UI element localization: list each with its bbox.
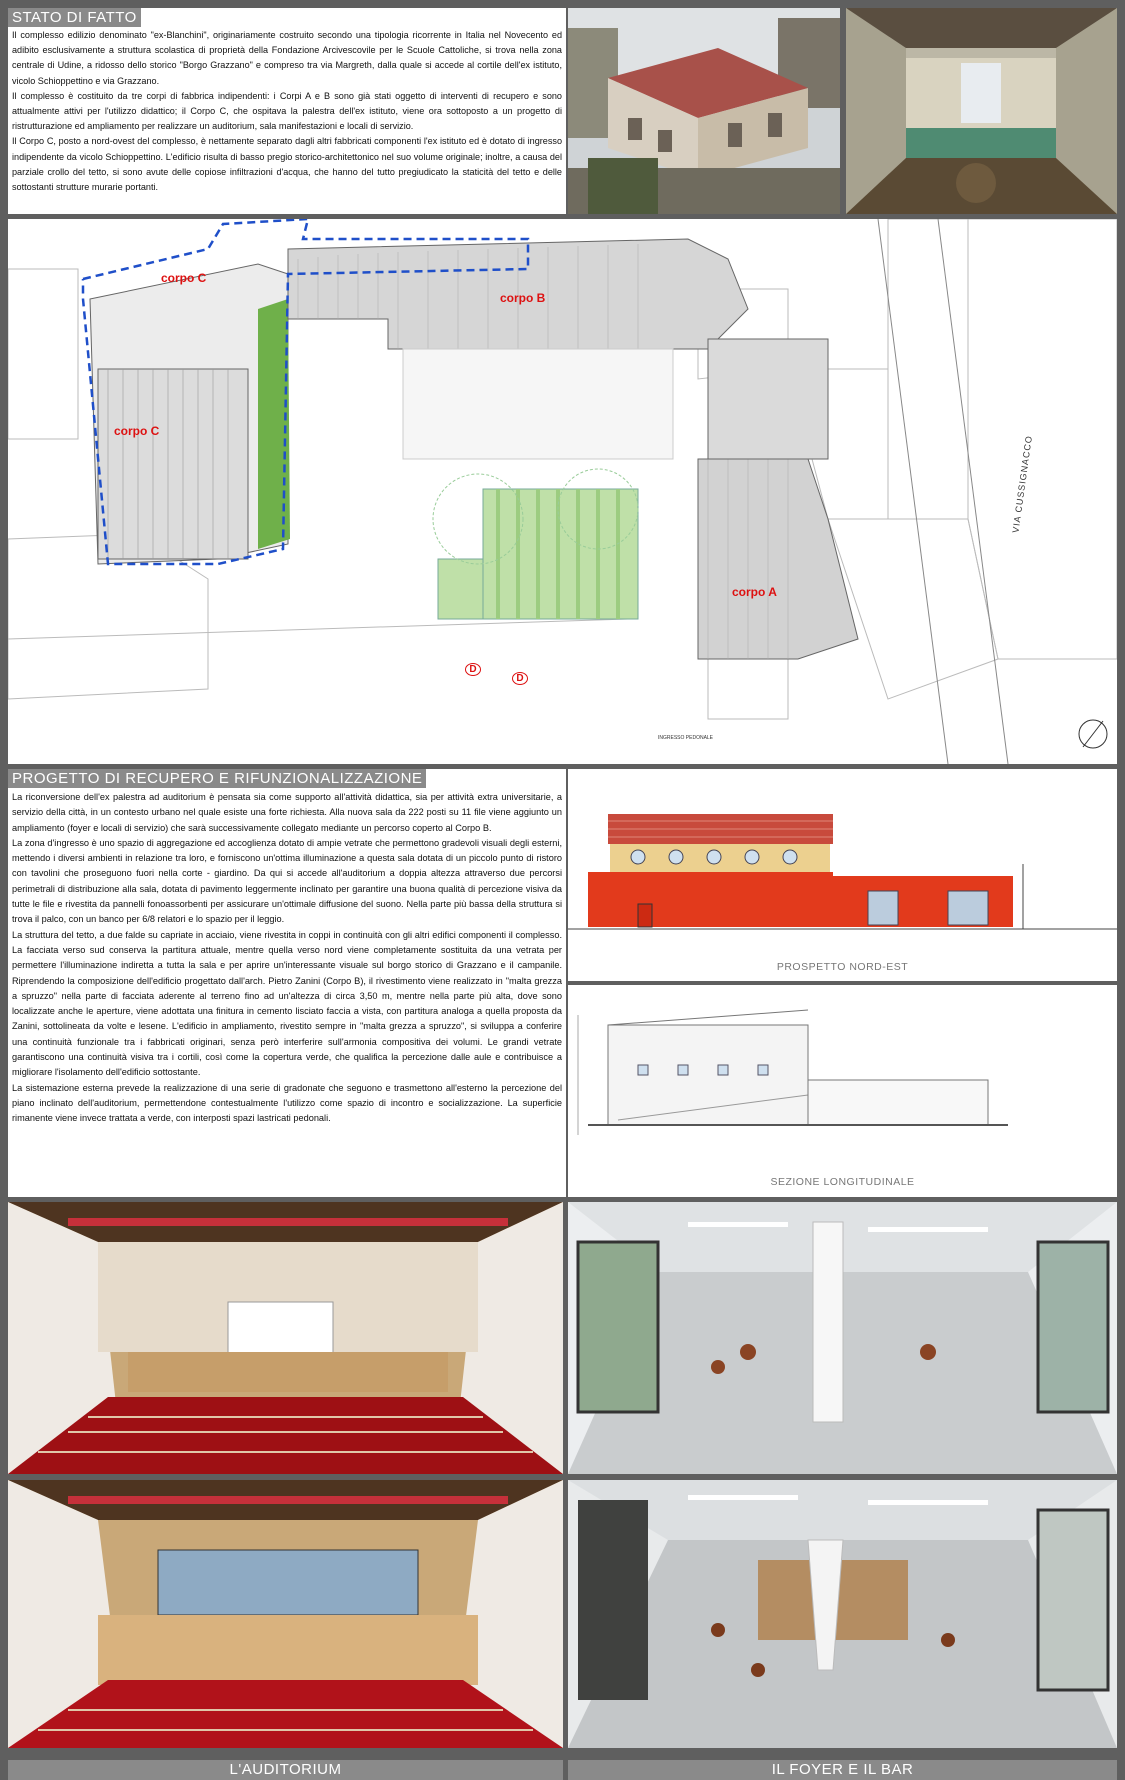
progetto-title: PROGETTO DI RECUPERO E RIFUNZIONALIZZAZIONE [8, 769, 426, 788]
sezione-caption: SEZIONE LONGITUDINALE [770, 1176, 915, 1188]
render-foyer [568, 1202, 1117, 1474]
footer-auditorium: L'AUDITORIUM [8, 1760, 563, 1780]
label-corpo-c: corpo C [114, 424, 160, 438]
render-bar [568, 1480, 1117, 1748]
label-street: VIA CUSSIGNACCO [1010, 434, 1035, 534]
label-zone-d: D [512, 672, 528, 685]
prospetto-panel [568, 769, 1117, 981]
progetto-paragraph: La zona d'ingresso è uno spazio di aggregazione ed accoglienza dotato di ampie vetrate che permettono gradevoli visuali degli esterni, mettendo i diversi ambienti in relazione tra loro, e forniscono un'ottima illuminazione a questa sala dotata di un piccolo punto di ristoro con tavolini che proseguono fuori nella corte - giardino. Da qui si accede all'auditorium a doppia altezza attraverso due percorsi perimetrali di distribuzione alla sala, dotata di pavimento leggermente inclinato per garantire una buona qualità di percezione visiva da tutte le file e rivestita da pannelli fonoassorbenti per assicurare un'ottimale diffusione del suono. Nella parte più bassa della struttura si trova il palco, con un banco per 6/8 relatori e lo spazio per il leggio. [12, 837, 562, 925]
render-auditorium-stage [8, 1202, 563, 1474]
progetto-panel [8, 769, 566, 1197]
stato-paragraph: Il complesso è costituito da tre corpi di fabbrica indipendenti: i Corpi A e B sono già stati oggetto di interventi di recupero e sono attualmente attivi per l'utilizzo didattico; il Corpo C, che ospitava la palestra dell'ex istituto, viene ora sottoposto a un progetto di ristrutturazione ed ampliamento per realizzare un auditorium, sala manifestazioni e locali di servizio. [12, 90, 562, 132]
sezione-panel [568, 985, 1117, 1197]
label-corpo-a: corpo A [732, 585, 777, 599]
progetto-paragraph: La riconversione dell'ex palestra ad auditorium è pensata sia come supporto all'attività didattica, sia per attività extra universitarie, a servizio della città, in un contesto urbano nel quale esiste una forte richiesta. Alla nuova sala da 222 posti su 11 file viene aggiunto un ampliamento (foyer e locali di servizio) che sarà successivamente collegato mediante un percorso coperto al Corpo B. [12, 792, 562, 833]
stato-panel [8, 8, 566, 214]
render-auditorium-rear [8, 1480, 563, 1748]
label-corpo-b: corpo B [500, 291, 546, 305]
stato-paragraph: Il complesso edilizio denominato "ex-Blanchini", originariamente costruito secondo una tipologia ricorrente in Italia nel Novecento ed adibito esclusivamente a struttura scolastica di proprietà della Fondazione Arcivescovile per le Scuole Cattoliche, si trova nella zona centrale di Udine, a ridosso dello storico "Borgo Grazzano" e compreso tra via Margreth, dalla quale si accede al cortile dell'ex istituto, vicolo Schioppettino e via Grazzano. [12, 30, 562, 86]
site-plan [8, 219, 1117, 764]
label-entrance: INGRESSO PEDONALE [658, 735, 714, 741]
photo-interior-ruin [846, 8, 1117, 214]
label-corpo-c-annex: corpo C [161, 271, 207, 285]
progetto-paragraph: La struttura del tetto, a due falde su capriate in acciaio, viene rivestita in coppi in continuità con gli altri edifici componenti il complesso. La facciata verso sud conserva la partitura attuale, mentre quella verso nord viene completamente sostituita da una vetrata per permettere l'illuminazione indiretta a tutta la sala e per aprire un'interessante visuale sul borgo storico di Grazzano e il campanile. Riprendendo la composizione dell'edificio progettato dall'arch. Pietro Zanini (Corpo B), il rivestimento viene realizzato in "malta grezza a spruzzo" nella parte di facciata aderente al terreno fino ad un'altezza di circa 3,50 m, mentre nella parte più alta, dove sono localizzate anche le aperture, viene adottata una finitura in cemento lisciato faccia a vista, con partitura analoga a quella proposta da Zanini, sottolineata da volte e lesene. L'edificio in ampliamento, rivestito sempre in "malta grezza a spruzzo", si sviluppa a conferire una continuità funzionale tra i fabbricati originari, senza però interferire sull'armonia compositiva dei volumi. Le grandi vetrate garantiscono una continuità visiva tra i cortili, così come la copertura verde, che qualifica la percezione dalle aule e contribuisce a migliorare l'isolamento dell'edificio sottostante. [12, 929, 562, 1078]
progetto-paragraph: La sistemazione esterna prevede la realizzazione di una serie di gradonate che seguono e trasmettono all'esterno la percezione del piano inclinato dell'auditorium, permettendone contestualmente l'utilizzo come spazio di incontro e socializzazione. La superficie rimanente viene invece trattata a verde, con interposti spazi lastricati pedonali. [12, 1082, 562, 1124]
label-zone-d: D [465, 663, 481, 676]
stato-paragraph: Il Corpo C, posto a nord-ovest del complesso, è nettamente separato dagli altri fabbricati componenti l'ex istituto ed è dotato di ingresso indipendente da vicolo Schioppettino. L'edificio risulta di basso pregio storico-architettonico nel suo volume originale; inoltre, a causa del parziale crollo del tetto, si sono avute delle copiose infiltrazioni d'acqua, che hanno del tutto pregiudicato la staticità del tetto e delle sottostanti strutture murarie portanti. [12, 136, 562, 193]
stato-title: STATO DI FATTO [8, 8, 141, 27]
footer-foyer: IL FOYER E IL BAR [568, 1760, 1117, 1780]
progetto-text [12, 790, 562, 1127]
photo-exterior [568, 8, 840, 214]
prospetto-caption: PROSPETTO NORD-EST [776, 961, 909, 973]
stato-text [12, 28, 562, 195]
